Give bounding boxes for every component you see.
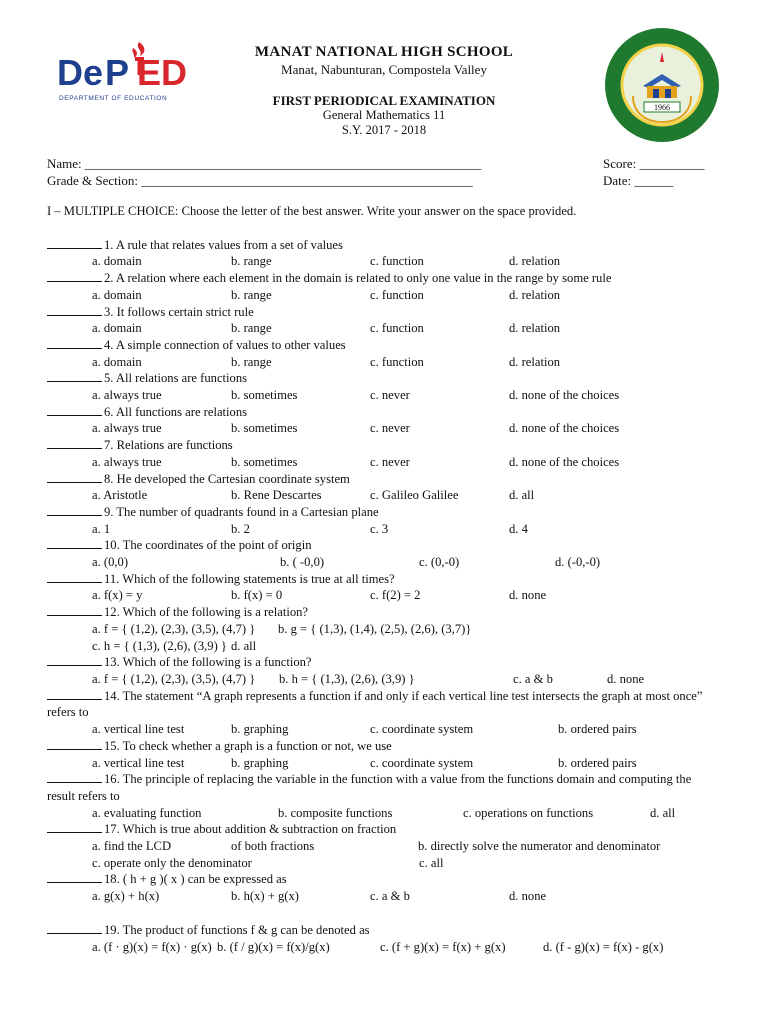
choice-option: b. directly solve the numerator and denominator xyxy=(418,839,661,854)
answer-blank[interactable] xyxy=(47,270,102,282)
choice-option: b. f(x) = 0 xyxy=(231,588,283,603)
choice-option: d. all xyxy=(231,638,257,653)
question-text: 9. The number of quadrants found in a Cartesian plane xyxy=(104,504,379,519)
question-text: 17. Which is true about addition & subtraction on fraction xyxy=(104,822,397,837)
choice-option: a. domain xyxy=(92,354,142,369)
answer-blank[interactable] xyxy=(47,738,102,750)
choice-option: b. range xyxy=(231,254,272,269)
choice-option: b. 2 xyxy=(231,521,250,536)
question-item xyxy=(47,871,722,888)
choice-row xyxy=(47,888,722,905)
question-item xyxy=(47,437,722,454)
choice-row xyxy=(47,253,722,270)
question-text: 12. Which of the following is a relation? xyxy=(104,605,309,620)
question-item xyxy=(47,654,722,671)
choice-option: d. relation xyxy=(509,321,561,336)
question-text: 11. Which of the following statements is true at all times? xyxy=(104,571,395,586)
spacer xyxy=(47,905,722,922)
choice-option: c. function xyxy=(370,254,424,269)
choice-option: c. never xyxy=(370,454,410,469)
choice-option: b. range xyxy=(231,354,272,369)
choice-option: b. sometimes xyxy=(231,388,298,403)
choice-option: c. operate only the denominator xyxy=(92,855,252,870)
choice-option: b. ordered pairs xyxy=(558,722,637,737)
choice-option: d. none of the choices xyxy=(509,388,620,403)
answer-blank[interactable] xyxy=(47,504,102,516)
answer-blank[interactable] xyxy=(47,654,102,666)
svg-text:P: P xyxy=(105,52,130,93)
choice-option: b. h = { (1,3), (2,6), (3,9) } xyxy=(279,671,415,686)
choice-row xyxy=(47,939,722,956)
choice-option: b. (f / g)(x) = f(x)/g(x) xyxy=(217,939,330,954)
choice-row xyxy=(47,354,722,371)
answer-blank[interactable] xyxy=(47,471,102,483)
question-item xyxy=(47,237,722,254)
question-text: 19. The product of functions f & g can be denoted as xyxy=(104,922,370,937)
choice-option: c. all xyxy=(419,855,444,870)
question-item xyxy=(47,404,722,421)
choice-option: c. function xyxy=(370,354,424,369)
choice-option: d. relation xyxy=(509,287,561,302)
exam-subject: General Mathematics 11 xyxy=(322,108,446,122)
choice-row xyxy=(47,320,722,337)
choice-row xyxy=(47,387,722,404)
choice-option: d. none xyxy=(509,889,547,904)
choice-option: d. none xyxy=(607,671,645,686)
answer-blank[interactable] xyxy=(47,337,102,349)
choice-row xyxy=(47,587,722,604)
choice-option: a. vertical line test xyxy=(92,722,185,737)
choice-option: of both fractions xyxy=(231,839,315,854)
choice-option: a. (f · g)(x) = f(x) · g(x) xyxy=(92,939,212,954)
choice-option: a. always true xyxy=(92,421,162,436)
choice-row xyxy=(47,838,722,855)
choice-option: c. a & b xyxy=(370,889,410,904)
choice-option: c. operations on functions xyxy=(463,805,594,820)
answer-blank[interactable] xyxy=(47,237,102,249)
date-field[interactable]: Date: ______ xyxy=(603,173,674,188)
choice-option: c. coordinate system xyxy=(370,722,474,737)
choice-option: a. always true xyxy=(92,388,162,403)
choice-option: c. function xyxy=(370,287,424,302)
svg-text:1966: 1966 xyxy=(654,103,670,112)
choice-option: c. 3 xyxy=(370,521,389,536)
exam-header xyxy=(0,0,768,150)
choice-row xyxy=(47,755,722,772)
question-item xyxy=(47,337,722,354)
choice-option: c. coordinate system xyxy=(370,755,474,770)
choice-row xyxy=(47,487,722,504)
choice-option: d. (f - g)(x) = f(x) - g(x) xyxy=(543,939,664,954)
choice-row xyxy=(47,855,722,872)
choice-option: b. graphing xyxy=(231,755,289,770)
question-text: 3. It follows certain strict rule xyxy=(104,304,254,319)
questions-section xyxy=(47,203,722,955)
choice-option: c. (f + g)(x) = f(x) + g(x) xyxy=(380,939,506,954)
question-item xyxy=(47,504,722,521)
question-text: 2. A relation where each element in the domain is related to only one value in the range by some rule xyxy=(104,271,612,286)
question-text: 18. ( h + g )( x ) can be expressed as xyxy=(104,872,287,887)
choice-option: b. range xyxy=(231,287,272,302)
choice-option: d. none of the choices xyxy=(509,454,620,469)
question-text: 5. All relations are functions xyxy=(104,371,248,386)
question-item xyxy=(47,771,722,804)
school-address: Manat, Nabunturan, Compostela Valley xyxy=(281,62,487,77)
choice-option: d. none xyxy=(509,588,547,603)
answer-blank[interactable] xyxy=(47,821,102,833)
choice-option: d. none of the choices xyxy=(509,421,620,436)
svg-text:ED: ED xyxy=(137,52,188,93)
choice-option: a. (0,0) xyxy=(92,555,129,570)
choice-option: c. (0,-0) xyxy=(419,555,460,570)
choice-option: b. composite functions xyxy=(278,805,393,820)
answer-blank[interactable] xyxy=(47,688,102,700)
choice-option: a. 1 xyxy=(92,521,111,536)
question-text: 8. He developed the Cartesian coordinate system xyxy=(104,471,350,486)
choice-row xyxy=(47,554,722,571)
choice-option: a. find the LCD xyxy=(92,839,172,854)
svg-text:De: De xyxy=(57,52,104,93)
question-item xyxy=(47,688,722,721)
choice-row xyxy=(47,287,722,304)
choice-option: b. ( -0,0) xyxy=(280,555,325,570)
choice-option: d. 4 xyxy=(509,521,528,536)
answer-blank[interactable] xyxy=(47,370,102,382)
choice-option: a. f = { (1,2), (2,3), (3,5), (4,7) } xyxy=(92,671,256,686)
question-text: 1. A rule that relates values from a set of values xyxy=(104,237,343,252)
name-field[interactable]: Name: _____________________________________________________________ xyxy=(47,156,482,171)
choice-option: a. g(x) + h(x) xyxy=(92,889,160,904)
question-item xyxy=(47,571,722,588)
question-text: 6. All functions are relations xyxy=(104,404,248,419)
question-list xyxy=(47,237,722,956)
choice-row xyxy=(47,805,722,822)
question-item xyxy=(47,738,722,755)
choice-row xyxy=(47,621,722,638)
question-item xyxy=(47,471,722,488)
answer-blank[interactable] xyxy=(47,771,102,783)
school-year: S.Y. 2017 - 2018 xyxy=(341,123,427,137)
choice-option: d. all xyxy=(509,488,535,503)
choice-row xyxy=(47,721,722,738)
choice-row xyxy=(47,638,722,655)
choice-option: c. never xyxy=(370,421,410,436)
choice-option: b. graphing xyxy=(231,722,289,737)
answer-blank[interactable] xyxy=(47,604,102,616)
choice-option: b. range xyxy=(231,321,272,336)
answer-blank[interactable] xyxy=(47,871,102,883)
choice-option: b. Rene Descartes xyxy=(231,488,322,503)
question-item xyxy=(47,922,722,939)
choice-option: a. evaluating function xyxy=(92,805,202,820)
question-text: 14. The statement “A graph represents a function if and only if each vertical line test intersects the graph at most once” refers to xyxy=(47,688,703,720)
choice-option: c. Galileo Galilee xyxy=(370,488,459,503)
question-text: 16. The principle of replacing the variable in the function with a value from the functions domain and computing the result refers to xyxy=(47,772,692,803)
question-item xyxy=(47,370,722,387)
choice-option: c. function xyxy=(370,321,424,336)
answer-blank[interactable] xyxy=(47,437,102,449)
answer-blank[interactable] xyxy=(47,922,102,934)
choice-option: a. domain xyxy=(92,254,142,269)
question-text: 15. To check whether a graph is a function or not, we use xyxy=(104,738,392,753)
choice-option: d. (-0,-0) xyxy=(555,555,601,570)
instructions: I – MULTIPLE CHOICE: Choose the letter of the best answer. Write your answer on the space provided. xyxy=(47,204,577,218)
choice-option: a. domain xyxy=(92,321,142,336)
choice-option: a. f(x) = y xyxy=(92,588,143,603)
choice-row xyxy=(47,454,722,471)
choice-option: c. never xyxy=(370,388,410,403)
question-item xyxy=(47,304,722,321)
question-item xyxy=(47,537,722,554)
score-field[interactable]: Score: __________ xyxy=(603,156,705,171)
choice-option: a. f = { (1,2), (2,3), (3,5), (4,7) } xyxy=(92,621,256,636)
grade-section-field[interactable]: Grade & Section: ___________________________________________________ xyxy=(47,173,473,188)
choice-option: c. f(2) = 2 xyxy=(370,588,421,603)
choice-option: b. h(x) + g(x) xyxy=(231,889,299,904)
choice-option: d. relation xyxy=(509,354,561,369)
choice-option: b. sometimes xyxy=(231,421,298,436)
choice-option: b. ordered pairs xyxy=(558,755,637,770)
choice-row xyxy=(47,671,722,688)
choice-option: d. all xyxy=(650,805,676,820)
answer-blank[interactable] xyxy=(47,304,102,316)
exam-title: FIRST PERIODICAL EXAMINATION xyxy=(272,93,496,108)
question-text: 13. Which of the following is a function? xyxy=(104,655,312,670)
answer-blank[interactable] xyxy=(47,571,102,583)
answer-blank[interactable] xyxy=(47,404,102,416)
choice-option: a. vertical line test xyxy=(92,755,185,770)
school-name: MANAT NATIONAL HIGH SCHOOL xyxy=(254,44,514,60)
choice-option: a. domain xyxy=(92,287,142,302)
choice-row xyxy=(47,521,722,538)
choice-row xyxy=(47,420,722,437)
choice-option: d. relation xyxy=(509,254,561,269)
choice-option: b. g = { (1,3), (1,4), (2,5), (2,6), (3,7)} xyxy=(278,621,472,636)
svg-text:DEPARTMENT OF EDUCATION: DEPARTMENT OF EDUCATION xyxy=(59,95,168,102)
question-item xyxy=(47,604,722,621)
question-item xyxy=(47,270,722,287)
question-text: 10. The coordinates of the point of origin xyxy=(104,538,312,553)
question-text: 7. Relations are functions xyxy=(104,438,233,453)
question-text: 4. A simple connection of values to other values xyxy=(104,337,346,352)
choice-option: a. always true xyxy=(92,454,162,469)
choice-option: c. h = { (1,3), (2,6), (3,9) } xyxy=(92,638,227,653)
choice-option: b. sometimes xyxy=(231,454,298,469)
question-item xyxy=(47,821,722,838)
choice-option: c. a & b xyxy=(513,671,553,686)
answer-blank[interactable] xyxy=(47,537,102,549)
choice-option: a. Aristotle xyxy=(92,488,148,503)
